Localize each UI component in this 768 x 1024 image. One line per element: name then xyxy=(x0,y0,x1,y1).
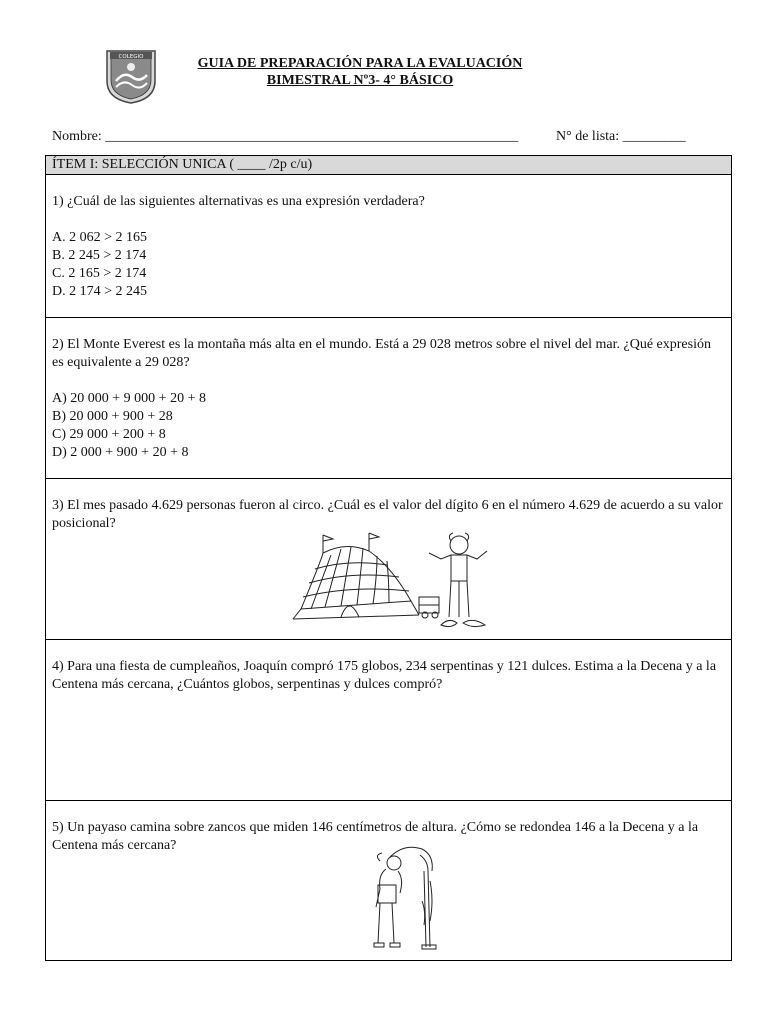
question-2-option-c: C) 29 000 + 200 + 8 xyxy=(52,427,166,442)
item-header: ÍTEM I: SELECCIÓN UNICA ( ____ /2p c/u) xyxy=(46,156,731,175)
question-1-option-d: D. 2 174 > 2 245 xyxy=(52,284,148,299)
question-2-option-d: D) 2 000 + 900 + 20 + 8 xyxy=(52,445,189,460)
question-1 xyxy=(46,175,731,318)
stilt-walker-icon xyxy=(364,841,444,953)
question-1-option-a: A. 2 062 > 2 165 xyxy=(52,230,148,245)
question-1-text: 1) ¿Cuál de las siguientes alternativas es una expresión verdadera? xyxy=(52,194,425,209)
question-5 xyxy=(46,801,731,962)
question-4 xyxy=(46,640,731,801)
guide-title-line2: BIMESTRAL Nº3- 4° BÁSICO xyxy=(266,73,454,88)
question-1-option-b: B. 2 245 > 2 174 xyxy=(52,248,147,263)
guide-title-line1: GUIA DE PREPARACIÓN PARA LA EVALUACIÓN xyxy=(197,56,523,71)
question-table xyxy=(45,155,732,961)
question-2-text: 2) El Monte Everest es la montaña más alta en el mundo. Está a 29 028 metros sobre el nivel del mar. ¿Qué expresión es equivalente a 29 028? xyxy=(52,337,711,370)
question-3 xyxy=(46,479,731,640)
crest-lettering: COLEGIO xyxy=(118,54,144,60)
question-5-text: 5) Un payaso camina sobre zancos que miden 146 centímetros de altura. ¿Cómo se redondea 146 a la Decena y a la Centena más cercana? xyxy=(52,820,699,853)
question-3-text: 3) El mes pasado 4.629 personas fueron al circo. ¿Cuál es el valor del dígito 6 en el número 4.629 de acuerdo a su valor posicional? xyxy=(52,498,723,531)
list-number-field[interactable]: N° de lista: _________ xyxy=(556,129,686,144)
question-2-option-a: A) 20 000 + 9 000 + 20 + 8 xyxy=(52,391,206,406)
circus-tent-icon xyxy=(291,531,501,631)
question-4-text: 4) Para una fiesta de cumpleaños, Joaquín compró 175 globos, 234 serpentinas y 121 dulces. Estima a la Decena y a la Centena más cercana, ¿Cuántos globos, serpentinas y dulces compró? xyxy=(52,659,717,692)
question-2 xyxy=(46,318,731,479)
student-name-field[interactable]: Nombre: ___________________________________________________________ xyxy=(52,129,519,144)
question-1-option-c: C. 2 165 > 2 174 xyxy=(52,266,147,281)
question-2-option-b: B) 20 000 + 900 + 28 xyxy=(52,409,173,424)
